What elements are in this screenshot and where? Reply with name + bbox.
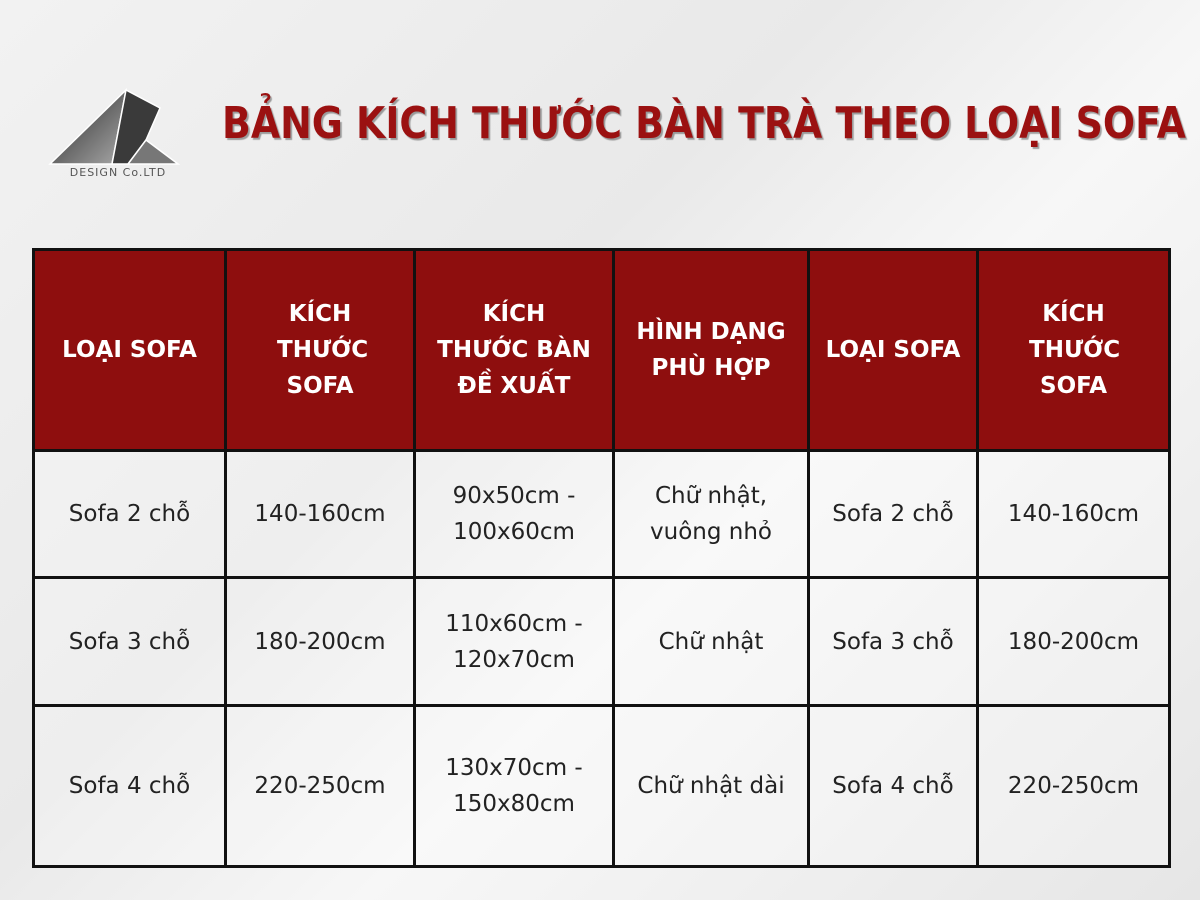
table-cell: Sofa 4 chỗ [34,706,226,867]
table-cell: Chữ nhật [614,578,809,706]
table-cell: Chữ nhật, vuông nhỏ [614,450,809,577]
table-row [34,450,1170,577]
header-cell: LOẠI SOFA [809,250,978,451]
header-cell: KÍCH THƯỚC SOFA [978,250,1170,451]
table-cell: Sofa 3 chỗ [809,578,978,706]
table-cell: Sofa 3 chỗ [34,578,226,706]
table-header-row [34,250,1170,451]
table-cell: Sofa 2 chỗ [809,450,978,577]
header-cell: HÌNH DẠNG PHÙ HỢP [614,250,809,451]
table-cell: 110x60cm - 120x70cm [415,578,614,706]
table-cell: Sofa 4 chỗ [809,706,978,867]
table-row [34,706,1170,867]
table-row [34,578,1170,706]
table-cell: 90x50cm - 100x60cm [415,450,614,577]
header-cell: KÍCH THƯỚC BÀN ĐỀ XUẤT [415,250,614,451]
size-table [32,248,1171,868]
logo-text: DESIGN Co.LTD [69,166,167,179]
table-cell: 220-250cm [226,706,415,867]
table-cell: 140-160cm [978,450,1170,577]
table-cell: 180-200cm [978,578,1170,706]
table-cell: 130x70cm - 150x80cm [415,706,614,867]
table-cell: 180-200cm [226,578,415,706]
table-cell: Chữ nhật dài [614,706,809,867]
header-cell: LOẠI SOFA [34,250,226,451]
logo-mark-icon [48,80,188,166]
table-cell: Sofa 2 chỗ [34,450,226,577]
table-cell: 140-160cm [226,450,415,577]
page-title: BẢNG KÍCH THƯỚC BÀN TRÀ THEO LOẠI SOFA [222,98,1186,149]
table-cell: 220-250cm [978,706,1170,867]
company-logo [48,80,188,184]
header-cell: KÍCH THƯỚC SOFA [226,250,415,451]
